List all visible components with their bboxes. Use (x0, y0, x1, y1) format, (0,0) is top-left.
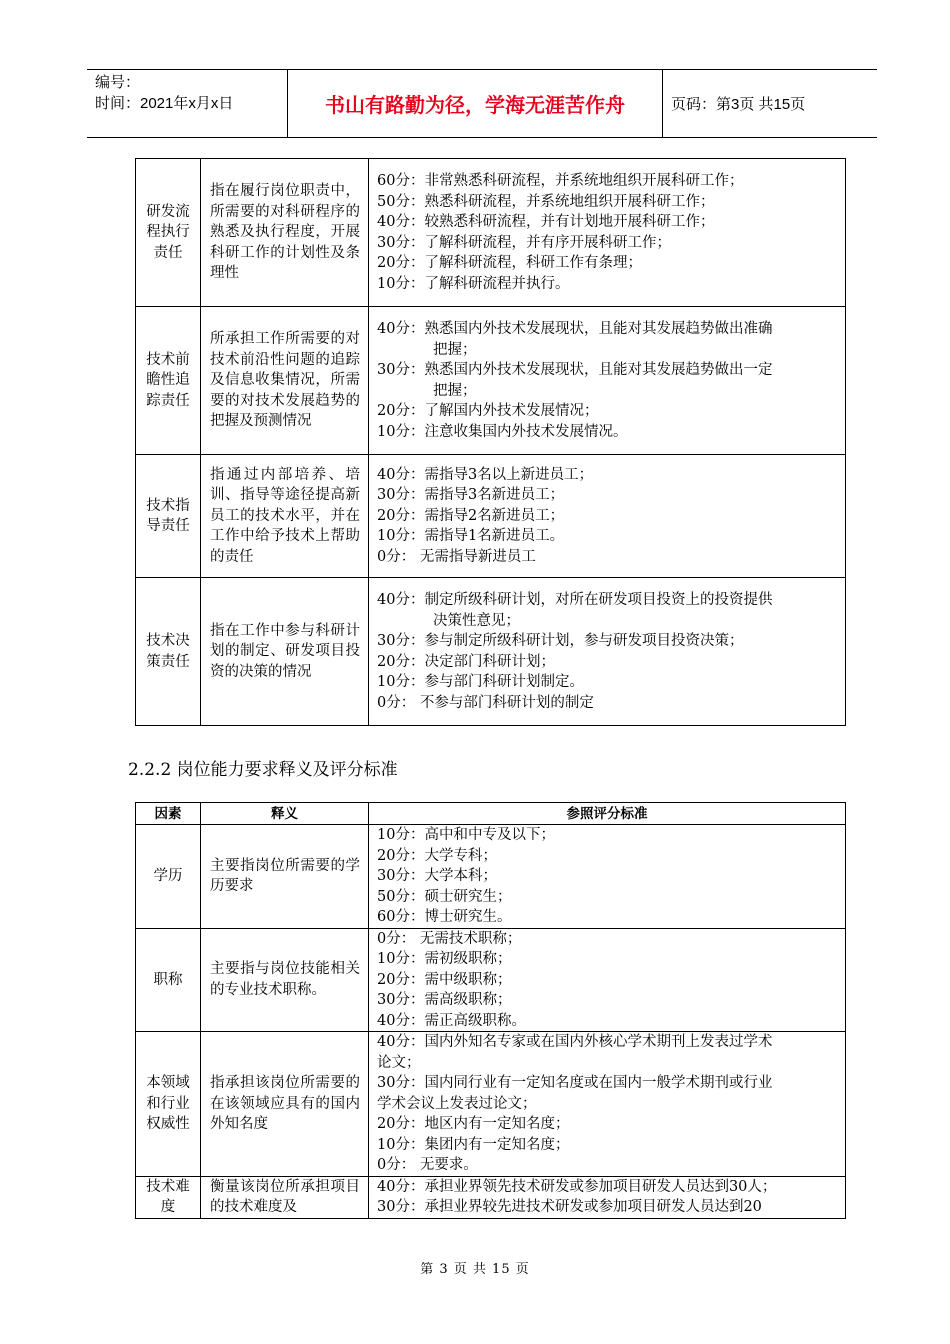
criteria-line: 30分：大学本科； (377, 868, 497, 884)
criteria-line: 20分：需中级职称； (377, 971, 512, 988)
header-meta (95, 72, 233, 114)
header-page-number: 页码：第3页 共15页 (671, 96, 806, 113)
criteria-cell (369, 928, 846, 1032)
criteria-line: 0分： 不参与部门科研计划的制定 (377, 694, 594, 711)
page-header (87, 69, 877, 138)
column-header: 因素 (136, 803, 201, 825)
criteria-line: 决策性意见； (433, 612, 520, 629)
criteria-line: 20分：大学专科； (377, 847, 497, 864)
factor-cell: 本领域和行业权威性 (136, 1032, 201, 1177)
criteria-line: 30分：国内同行业有一定知名度或在国内一般学术期刊或行业 (377, 1075, 773, 1091)
factor-cell: 职称 (136, 928, 201, 1032)
criteria-cell (369, 578, 846, 726)
criteria-line: 40分：较熟悉科研流程，并有计划地开展科研工作； (377, 214, 715, 230)
desc-cell: 指承担该岗位所需要的在该领域应具有的国内外知名度 (201, 1032, 369, 1177)
criteria-line: 10分：参与部门科研计划制定。 (377, 674, 584, 690)
criteria-line: 0分： 无需指导新进员工 (377, 548, 536, 565)
header-motto: 书山有路勤为径，学海无涯苦作舟 (287, 70, 663, 137)
criteria-line: 50分：熟悉科研流程，并系统地组织开展科研工作； (377, 193, 715, 210)
criteria-cell (369, 1032, 846, 1177)
criteria-line: 30分：承担业界较先进技术研发或参加项目研发人员达到20 (377, 1199, 762, 1215)
criteria-line: 40分：需指导3名以上新进员工； (377, 466, 594, 483)
criteria-line: 0分： 无要求。 (377, 1157, 478, 1173)
criteria-line: 10分：了解科研流程并执行。 (377, 275, 570, 292)
criteria-cell (369, 825, 846, 929)
table-row (136, 1176, 846, 1218)
desc-cell: 主要指与岗位技能相关的专业技术职称。 (201, 928, 369, 1032)
desc-cell: 所承担工作所需要的对技术前沿性问题的追踪及信息收集情况，所需要的对技术发展趋势的把握及预测情况 (201, 307, 369, 455)
desc-cell: 指在工作中参与科研计划的制定、研发项目投资的决策的情况 (201, 578, 369, 726)
table-row (136, 307, 846, 455)
criteria-cell (369, 307, 846, 455)
criteria-cell (369, 159, 846, 307)
factor-cell: 技术指导责任 (136, 455, 201, 578)
criteria-line: 40分：需正高级职称。 (377, 1012, 526, 1029)
criteria-line: 40分：熟悉国内外技术发展现状，且能对其发展趋势做出准确 (377, 321, 773, 337)
factor-cell: 技术难度 (136, 1176, 201, 1218)
criteria-line: 把握； (433, 382, 477, 399)
desc-cell: 主要指岗位所需要的学历要求 (201, 825, 369, 929)
criteria-line: 30分：需指导3名新进员工； (377, 487, 565, 504)
table-row (136, 578, 846, 726)
table-row (136, 455, 846, 578)
column-header: 释义 (201, 803, 369, 825)
criteria-line: 30分：参与制定所级科研计划，参与研发项目投资决策； (377, 633, 744, 649)
header-number: 编号： (95, 74, 141, 91)
criteria-line: 30分：了解科研流程，并有序开展科研工作； (377, 234, 671, 251)
desc-cell: 指在履行岗位职责中，所需要的对科研程序的熟悉及执行程度，开展科研工作的计划性及条理性 (201, 159, 369, 307)
factor-cell: 技术前瞻性追踪责任 (136, 307, 201, 455)
criteria-line: 60分：非常熟悉科研流程，并系统地组织开展科研工作； (377, 173, 744, 189)
factor-cell: 技术决策责任 (136, 578, 201, 726)
criteria-line: 10分：高中和中专及以下； (377, 827, 555, 843)
table-row (136, 928, 846, 1032)
column-header: 参照评分标准 (369, 803, 846, 825)
criteria-line: 把握； (433, 341, 477, 358)
criteria-cell (369, 455, 846, 578)
header-date: 时间：2021年x月x日 (95, 95, 234, 112)
criteria-line: 20分：决定部门科研计划； (377, 653, 555, 670)
criteria-line: 20分：需指导2名新进员工； (377, 507, 565, 524)
criteria-line: 10分：注意收集国内外技术发展情况。 (377, 423, 628, 440)
criteria-line: 40分：制定所级科研计划，对所在研发项目投资上的投资提供 (377, 592, 773, 608)
table-row (136, 1032, 846, 1177)
ability-table (135, 802, 846, 1219)
table-row (136, 159, 846, 307)
criteria-line: 学术会议上发表过论文； (377, 1095, 537, 1112)
criteria-line: 30分：需高级职称； (377, 992, 512, 1008)
criteria-line: 0分： 无需技术职称； (377, 930, 522, 947)
factor-cell: 学历 (136, 825, 201, 929)
criteria-cell (369, 1176, 846, 1218)
criteria-line: 20分：了解科研流程，科研工作有条理； (377, 255, 642, 271)
criteria-line: 20分：地区内有一定知名度； (377, 1116, 570, 1132)
page-footer: 第 3 页 共 15 页 (420, 1262, 530, 1277)
criteria-line: 50分：硕士研究生； (377, 888, 512, 905)
criteria-line: 40分：承担业界领先技术研发或参加项目研发人员达到30人； (377, 1178, 777, 1195)
criteria-line: 10分：需指导1名新进员工。 (377, 528, 565, 545)
table-row (136, 825, 846, 929)
criteria-line: 10分：需初级职称； (377, 951, 512, 967)
table-header-row (136, 803, 846, 825)
criteria-line: 30分：熟悉国内外技术发展现状，且能对其发展趋势做出一定 (377, 362, 773, 378)
section-title: 2.2.2 岗位能力要求释义及评分标准 (128, 760, 398, 780)
responsibility-table (135, 158, 846, 726)
desc-cell: 指通过内部培养、培训、指导等途径提高新员工的技术水平，并在工作中给予技术上帮助的责任 (201, 455, 369, 578)
criteria-line: 20分：了解国内外技术发展情况； (377, 403, 599, 419)
criteria-line: 10分：集团内有一定知名度； (377, 1136, 570, 1153)
desc-cell: 衡量该岗位所承担项目的技术难度及 (201, 1176, 369, 1218)
criteria-line: 60分：博士研究生。 (377, 909, 512, 925)
criteria-line: 论文； (377, 1054, 421, 1071)
criteria-line: 40分：国内外知名专家或在国内外核心学术期刊上发表过学术 (377, 1034, 773, 1050)
factor-cell: 研发流程执行责任 (136, 159, 201, 307)
